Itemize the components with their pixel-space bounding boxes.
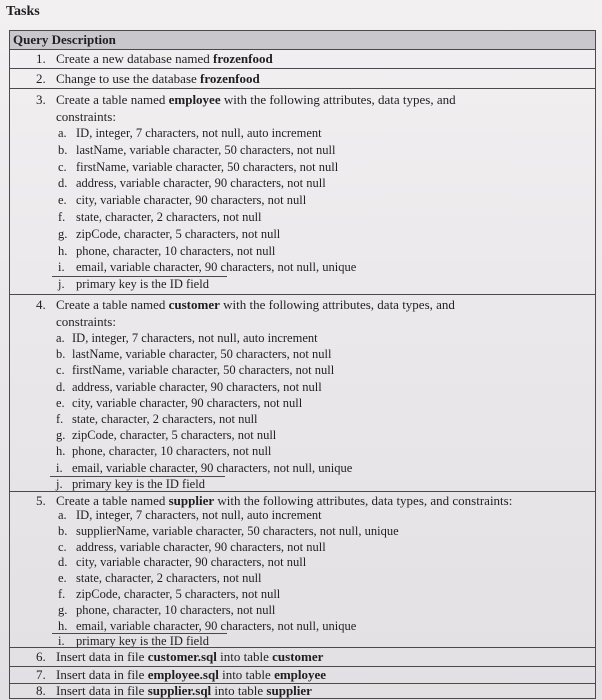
- sub-item-text: phone, character, 10 characters, not null: [72, 444, 272, 459]
- sub-item-divider: [52, 633, 227, 634]
- sub-item-text: supplierName, variable character, 50 characters, not null, unique: [76, 523, 399, 538]
- sub-item-text: ID, integer, 7 characters, not null, auto increment: [72, 331, 318, 345]
- sub-item-letter: i.: [58, 260, 65, 275]
- sub-item-text: state, character, 2 characters, not null: [72, 412, 258, 426]
- sub-item-letter: f.: [58, 210, 66, 224]
- task-8-text: Insert data in file supplier.sql into table supplier: [56, 683, 312, 698]
- sub-item-text: state, character, 2 characters, not null: [76, 210, 262, 224]
- sub-item-text: email, variable character, 90 characters, not null, unique: [76, 618, 357, 633]
- sub-item-text: city, variable character, 90 characters, not null: [76, 555, 307, 570]
- row-divider: [10, 88, 595, 89]
- sub-item-text: lastName, variable character, 50 characters, not null: [76, 142, 336, 157]
- task-3-text-line2: constraints:: [56, 109, 116, 124]
- sub-item-letter: b.: [58, 523, 68, 538]
- task-3-text: Create a table named employee with the following attributes, data types, and: [56, 92, 456, 107]
- task-number: 2.: [36, 71, 46, 86]
- sub-item-text: zipCode, character, 5 characters, not null: [76, 587, 281, 601]
- task-number: 1.: [36, 51, 46, 66]
- sub-item-letter: i.: [56, 460, 63, 475]
- sub-item-text: phone, character, 10 characters, not null: [76, 243, 276, 258]
- sub-item-letter: c.: [58, 159, 67, 174]
- sub-item-letter: h.: [56, 444, 66, 459]
- sub-item-letter: b.: [58, 142, 68, 157]
- sub-item-letter: f.: [58, 587, 66, 601]
- sub-item-letter: g.: [58, 226, 68, 241]
- table-header: [10, 31, 595, 50]
- sub-item-text: email, variable character, 90 characters, not null, unique: [76, 260, 357, 275]
- sub-item-text: address, variable character, 90 characters, not null: [72, 379, 322, 394]
- sub-item-letter: e.: [56, 395, 65, 410]
- task-2-text: Change to use the database frozenfood: [56, 71, 260, 86]
- sub-item-text: primary key is the ID field: [76, 277, 209, 292]
- task-5-text: Create a table named supplier with the following attributes, data types, and constraints:: [56, 493, 513, 508]
- sub-item-text: address, variable character, 90 characters, not null: [76, 539, 326, 554]
- sub-item-letter: f.: [56, 412, 64, 426]
- task-number: 8.: [36, 683, 46, 698]
- sub-item-letter: d.: [58, 176, 68, 191]
- task-number: 6.: [36, 649, 46, 664]
- task-number: 4.: [36, 297, 46, 312]
- sub-item-letter: e.: [58, 193, 67, 208]
- task-6-text: Insert data in file customer.sql into table customer: [56, 649, 324, 664]
- sub-item-text: primary key is the ID field: [76, 634, 209, 649]
- sub-item-letter: c.: [58, 539, 67, 554]
- sub-item-letter: a.: [58, 508, 67, 522]
- sub-item-letter: d.: [56, 379, 66, 394]
- sub-item-letter: c.: [56, 363, 65, 378]
- sub-item-text: firstName, variable character, 50 characters, not null: [72, 363, 335, 378]
- row-divider: [10, 68, 595, 69]
- sub-item-divider: [50, 476, 225, 477]
- sub-item-letter: b.: [56, 347, 66, 362]
- sub-item-letter: g.: [58, 602, 68, 617]
- sub-item-text: email, variable character, 90 characters, not null, unique: [72, 460, 353, 475]
- sub-item-text: firstName, variable character, 50 characters, not null: [76, 159, 339, 174]
- sub-item-text: address, variable character, 90 characters, not null: [76, 176, 326, 191]
- task-1-text: Create a new database named frozenfood: [56, 51, 273, 66]
- sub-item-letter: a.: [58, 126, 67, 140]
- sub-item-letter: j.: [56, 476, 63, 491]
- task-4-text-line2: constraints:: [56, 314, 116, 329]
- sub-item-text: phone, character, 10 characters, not null: [76, 602, 276, 617]
- sub-item-letter: e.: [58, 571, 67, 586]
- task-number: 3.: [36, 92, 46, 107]
- sub-item-text: ID, integer, 7 characters, not null, auto increment: [76, 508, 322, 522]
- task-number: 5.: [36, 493, 46, 508]
- task-4-text: Create a table named customer with the following attributes, data types, and: [56, 297, 455, 312]
- sub-item-letter: i.: [58, 634, 65, 649]
- sub-item-text: zipCode, character, 5 characters, not null: [72, 428, 277, 443]
- sub-item-text: state, character, 2 characters, not null: [76, 571, 262, 586]
- sub-item-text: lastName, variable character, 50 characters, not null: [72, 347, 332, 362]
- sub-item-text: city, variable character, 90 characters, not null: [72, 395, 303, 410]
- page-title: Tasks: [6, 4, 40, 19]
- sub-item-text: primary key is the ID field: [72, 476, 205, 491]
- task-7-text: Insert data in file employee.sql into table employee: [56, 667, 327, 682]
- sub-item-letter: d.: [58, 555, 68, 570]
- sub-item-text: zipCode, character, 5 characters, not null: [76, 226, 281, 241]
- row-divider: [10, 491, 595, 492]
- sub-item-letter: h.: [58, 243, 68, 258]
- row-divider: [10, 294, 595, 295]
- task-number: 7.: [36, 667, 46, 682]
- sub-item-letter: g.: [56, 428, 66, 443]
- sub-item-text: city, variable character, 90 characters, not null: [76, 193, 307, 208]
- sub-item-divider: [52, 276, 227, 277]
- sub-item-text: ID, integer, 7 characters, not null, auto increment: [76, 126, 322, 140]
- tasks-table: [9, 30, 596, 699]
- sub-item-letter: h.: [58, 618, 68, 633]
- sub-item-letter: j.: [58, 277, 65, 292]
- row-divider: [10, 647, 595, 648]
- header-label: Query Description: [13, 32, 116, 47]
- sub-item-letter: a.: [56, 331, 65, 345]
